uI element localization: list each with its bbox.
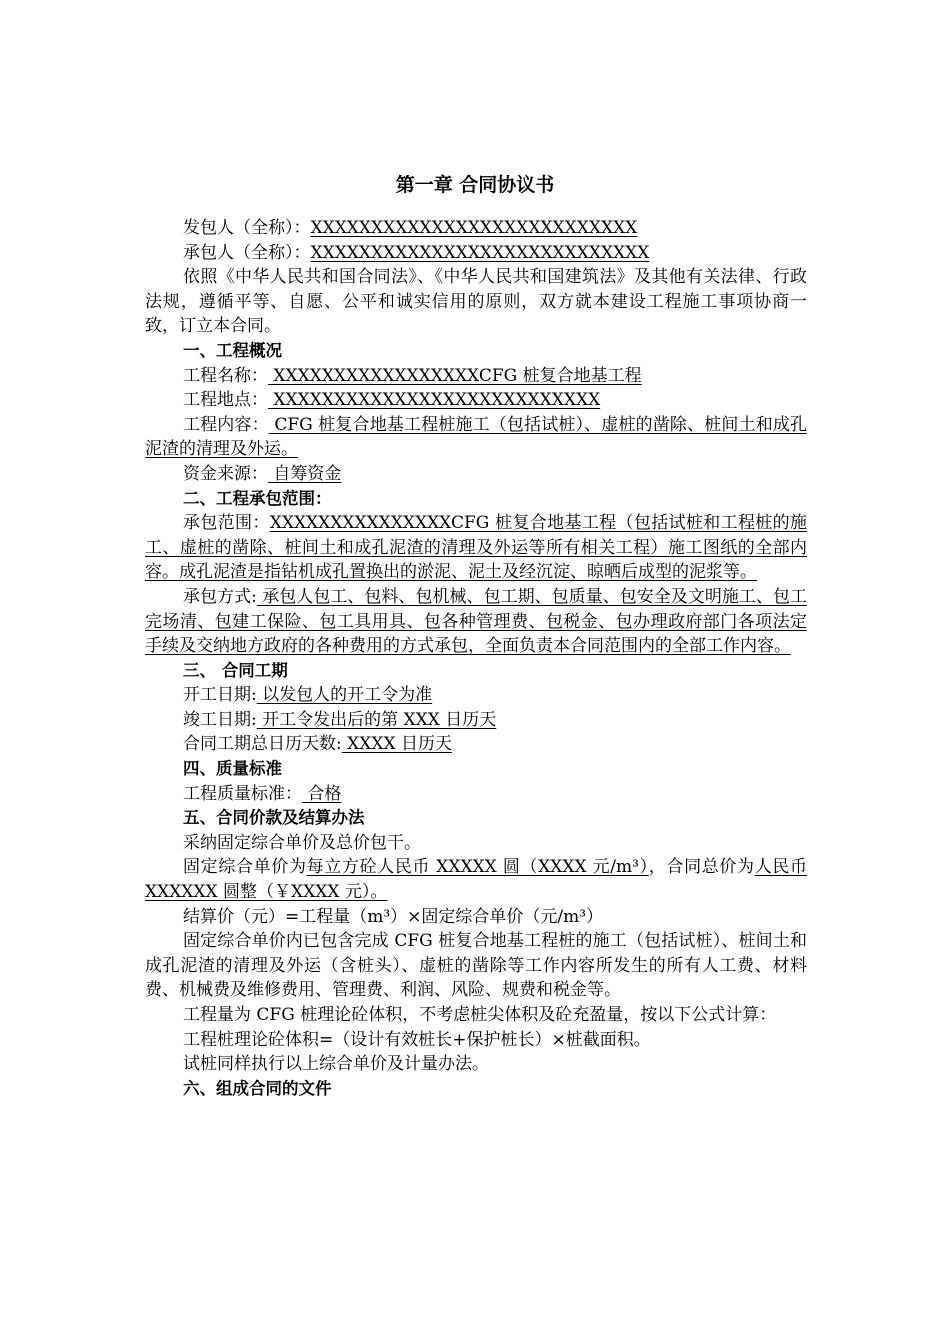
document-body <box>145 216 807 1101</box>
quality-value: 合格 <box>302 783 342 804</box>
total-days-label: 合同工期总日历天数: <box>183 734 342 755</box>
finish-date-line <box>145 708 807 733</box>
project-location-label: 工程地点： <box>183 390 268 411</box>
section-6-heading: 六、组成合同的文件 <box>183 1078 332 1098</box>
section-5-heading: 五、合同价款及结算办法 <box>183 808 365 828</box>
project-location-value: XXXXXXXXXXXXXXXXXXXXXXXXXXX <box>268 390 601 411</box>
preamble: 依照《中华人民共和国合同法》、《中华人民共和国建筑法》及其他有关法律、行政法规，遵循平等、自愿、公平和诚实信用的原则，双方就本建设工程施工事项协商一致，订立本合同。 <box>145 267 807 337</box>
employer-line <box>145 216 807 241</box>
contract-mode-line <box>145 585 807 659</box>
contractor-line <box>145 241 807 266</box>
test-pile-rule: 试桩同样执行以上综合单价及计量办法。 <box>183 1054 489 1075</box>
contract-mode-value: 承包人包工、包料、包机械、包工期、包质量、包安全及文明施工、包工完场清、包建工保险、包工具用具、包各种管理费、包税金、包办理政府部门各项法定手续及交纳地方政府的各种费用的方式承包，全面负责本合同范围内的全部工作内容。 <box>145 586 807 657</box>
scope-line <box>145 511 807 585</box>
total-days-line <box>145 732 807 757</box>
section-2-heading: 二、工程承包范围： <box>183 488 332 508</box>
total-price-value: 人民币 XXXXXX 圆整（￥XXXX 元）。 <box>145 857 808 903</box>
scope-label: 承包范围： <box>183 513 270 534</box>
volume-formula: 工程桩理论砼体积=（设计有效桩长+保护桩长）×桩截面积。 <box>183 1029 651 1050</box>
employer-label: 发包人（全称）： <box>183 218 311 238</box>
quality-label: 工程质量标准： <box>183 783 302 804</box>
settlement-formula: 结算价（元）=工程量（m³）×固定综合单价（元/m³） <box>183 906 604 927</box>
unit-price-inclusions: 固定综合单价内已包含完成 CFG 桩复合地基工程桩的施工（包括试桩）、桩间土和成孔泥渣的清理及外运（含桩头）、虚桩的凿除等工作内容所发生的所有人工费、材料费、机械费及维修费用、管理费、利润、风险、规费和税金等。 <box>145 931 807 1001</box>
section-3-heading: 三、 合同工期 <box>183 660 288 680</box>
finish-date-label: 竣工日期: <box>183 709 257 730</box>
quantity-rule: 工程量为 CFG 桩理论砼体积，不考虑桩尖体积及砼充盈量，按以下公式计算： <box>183 1005 777 1025</box>
total-price-prefix: ，合同总价为 <box>648 857 755 878</box>
unit-price-prefix: 固定综合单价为 <box>183 857 307 878</box>
finish-date-value: 开工令发出后的第 XXX 日历天 <box>256 709 497 730</box>
unit-price-value: 每立方砼人民币 XXXXX 圆（XXXX 元/m³） <box>306 857 649 878</box>
fund-source-label: 资金来源： <box>183 463 268 484</box>
project-name-label: 工程名称： <box>183 365 268 386</box>
contractor-label: 承包人（全称）： <box>183 242 311 263</box>
employer-value: XXXXXXXXXXXXXXXXXXXXXXXXXXX <box>310 218 638 238</box>
project-content-line <box>145 413 807 462</box>
total-days-value: XXXX 日历天 <box>341 734 452 755</box>
project-content-value: CFG 桩复合地基工程桩施工（包括试桩）、虚桩的凿除、桩间土和成孔泥渣的清理及外运。 <box>145 414 807 460</box>
section-4-heading: 四、质量标准 <box>183 759 282 779</box>
scope-value: XXXXXXXXXXXXXXXCFG 桩复合地基工程（包括试桩和工程桩的施工、虚桩的凿除、桩间土和成孔泥渣的清理及外运等所有相关工程）施工图纸的全部内容。成孔泥渣是指钻机成孔置换出的淤泥、泥土及经沉淀、晾晒后成型的泥浆等。 <box>145 513 807 583</box>
project-content-label: 工程内容： <box>183 414 269 435</box>
start-date-line <box>145 683 807 708</box>
unit-price-line <box>145 855 807 904</box>
start-date-label: 开工日期: <box>183 685 257 706</box>
pricing-method: 采纳固定综合单价及总价包干。 <box>183 832 421 853</box>
quality-line <box>145 782 807 807</box>
contract-mode-label: 承包方式: <box>183 586 257 607</box>
start-date-value: 以发包人的开工令为准 <box>256 685 433 706</box>
page-title: 第一章 合同协议书 <box>395 174 555 196</box>
section-1-heading: 一、工程概况 <box>183 340 282 360</box>
project-location-line <box>145 388 807 413</box>
project-name-value: XXXXXXXXXXXXXXXXXCFG 桩复合地基工程 <box>268 365 642 386</box>
fund-source-value: 自筹资金 <box>268 463 342 484</box>
contractor-value: XXXXXXXXXXXXXXXXXXXXXXXXXXXX <box>310 242 650 263</box>
fund-source-line <box>145 462 807 487</box>
project-name-line <box>145 364 807 389</box>
